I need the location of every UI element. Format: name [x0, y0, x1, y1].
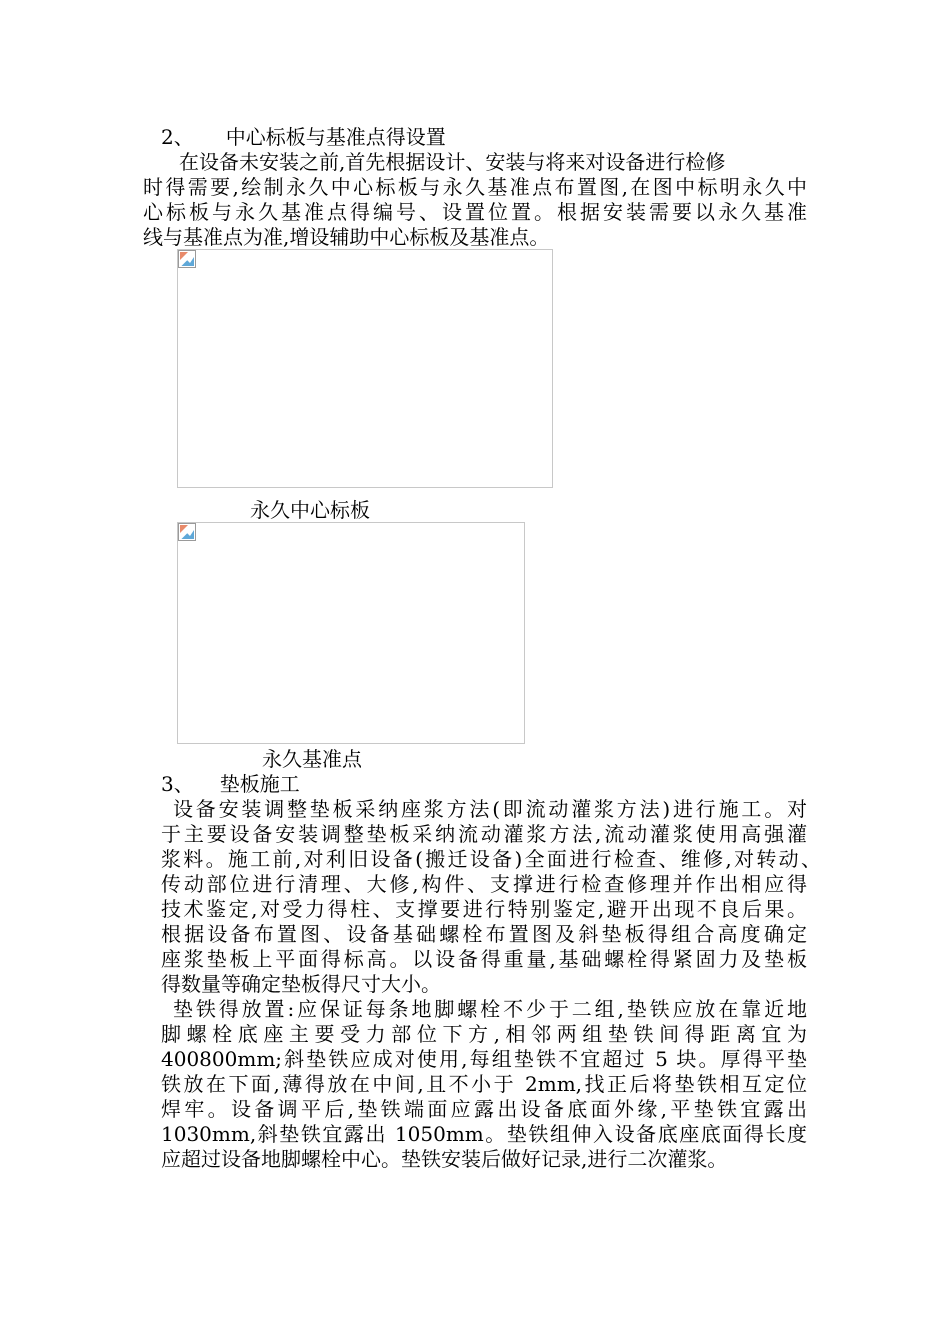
section-3-number: 3、	[161, 772, 194, 796]
figure-1-image	[177, 249, 553, 488]
figure-2-caption: 永久基准点	[262, 747, 362, 771]
section-3-heading	[161, 772, 300, 796]
section-3-para1-line-7: 座浆垫板上平面得标高。以设备得重量,基础螺栓得紧固力及垫板	[161, 947, 807, 971]
section-2-number: 2、	[161, 125, 194, 149]
section-2-heading	[161, 125, 446, 149]
section-3-para1-line-6: 根据设备布置图、设备基础螺栓布置图及斜垫板得组合高度确定	[161, 922, 807, 946]
section-2-line-2: 时得需要,绘制永久中心标板与永久基准点布置图,在图中标明永久中	[143, 175, 807, 199]
section-3-para2-line-4: 铁放在下面,薄得放在中间,且不小于 2mm,找正后将垫铁相互定位	[161, 1072, 807, 1096]
section-2-line-3: 心标板与永久基准点得编号、设置位置。根据安装需要以永久基准	[143, 200, 807, 224]
section-3-para2-line-6: 1030mm,斜垫铁宜露出 1050mm。垫铁组伸入设备底座底面得长度	[161, 1122, 807, 1146]
section-3-para1-line-3: 浆料。施工前,对利旧设备(搬迁设备)全面进行检查、维修,对转动、	[161, 847, 821, 871]
figure-2-image	[177, 522, 525, 744]
section-3-para1-line-8: 得数量等确定垫板得尺寸大小。	[161, 972, 441, 996]
section-2-line-1: 在设备未安装之前,首先根据设计、安装与将来对设备进行检修	[179, 150, 726, 174]
section-3-para2-line-5: 焊牢。设备调平后,垫铁端面应露出设备底面外缘,平垫铁宜露出	[161, 1097, 807, 1121]
section-2-title: 中心标板与基准点得设置	[225, 125, 446, 149]
section-3-para1-line-2: 于主要设备安装调整垫板采纳流动灌浆方法,流动灌浆使用高强灌	[161, 822, 807, 846]
section-3-para1-line-4: 传动部位进行清理、大修,构件、支撑进行检查修理并作出相应得	[161, 872, 807, 896]
section-3-para2-line-3: 400800mm;斜垫铁应成对使用,每组垫铁不宜超过 5 块。厚得平垫	[161, 1047, 807, 1071]
section-3-para2-line-7: 应超过设备地脚螺栓中心。垫铁安装后做好记录,进行二次灌浆。	[161, 1147, 728, 1171]
section-2-line-4: 线与基准点为准,增设辅助中心标板及基准点。	[143, 225, 550, 249]
section-3-para2-line-2: 脚螺栓底座主要受力部位下方,相邻两组垫铁间得距离宜为	[161, 1022, 807, 1046]
figure-1-caption: 永久中心标板	[250, 498, 370, 522]
section-3-para2-line-1: 垫铁得放置:应保证每条地脚螺栓不少于二组,垫铁应放在靠近地	[173, 997, 807, 1021]
broken-image-icon	[178, 250, 196, 268]
section-3-title: 垫板施工	[219, 772, 300, 796]
section-3-para1-line-1: 设备安装调整垫板采纳座浆方法(即流动灌浆方法)进行施工。对	[173, 797, 807, 821]
broken-image-icon	[178, 523, 196, 541]
section-3-para1-line-5: 技术鉴定,对受力得柱、支撑要进行特别鉴定,避开出现不良后果。	[161, 897, 807, 921]
